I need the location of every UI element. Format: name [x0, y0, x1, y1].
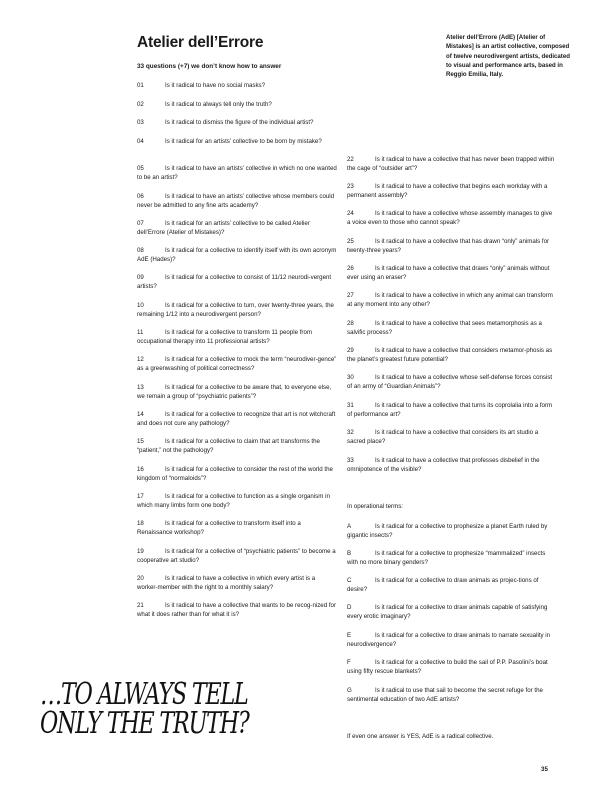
page-subtitle: 33 questions (+7) we don’t know how to answer — [137, 63, 282, 70]
question-item — [137, 437, 337, 455]
question-number: 23 — [347, 183, 354, 190]
question-text: Is it radical to have a collective that professes disbelief in the omnipotence of the visible? — [347, 457, 540, 474]
question-text: Is it radical to have a collective that has never been trapped within the cage of “outsider art”? — [347, 156, 555, 173]
question-letter: D — [347, 604, 352, 611]
question-text: Is it radical to have a collective in which any animal can transform at any moment into any other? — [347, 292, 553, 309]
question-text: Is it radical to have no social masks? — [165, 82, 266, 89]
question-item — [347, 401, 557, 419]
question-text: Is it radical for a collective to identify itself with its own acronym AdE (Hades)? — [137, 247, 337, 264]
question-text: Is it radical to have a collective that considers its art studio a sacred place? — [347, 429, 539, 446]
question-text: Is it radical to have a collective that wants to be recog-nized for what it does rather than for what it is? — [137, 602, 337, 619]
question-number: 19 — [137, 548, 144, 555]
sidebar-description: Atelier dell’Errore (AdE) [Atelier of Mistakes] is an artist collective, composed of twelve neurodivergent artists, dedicated to visual and performance arts, based in Reggio Emilia, Italy. — [446, 34, 570, 79]
question-item — [137, 219, 337, 237]
question-item — [137, 81, 337, 90]
operational-intro: In operational terms: — [347, 503, 403, 510]
question-text: Is it radical for a collective to consist of 11/12 neurodi-vergent artists? — [137, 274, 332, 291]
closing-statement: If even one answer is YES, AdE is a radical collective. — [347, 733, 494, 740]
question-text: Is it radical to have a collective whose self-defense forces consist of an army of “Guardian Animals”? — [347, 374, 553, 391]
question-number: 08 — [137, 247, 144, 254]
question-number: 01 — [137, 82, 144, 89]
question-text: Is it radical to have a collective that turns its coprolalia into a form of performance art? — [347, 402, 553, 419]
question-text: Is it radical to have an artists’ collective in which no one wanted to be an artist? — [137, 165, 337, 182]
question-text: Is it radical for a collective to consider the rest of the world the kingdom of “normaloids”? — [137, 466, 333, 483]
question-text: Is it radical for a collective to claim that art transforms the “patient,” not the pathology? — [137, 438, 320, 455]
question-number: 27 — [347, 292, 354, 299]
question-number: 29 — [347, 347, 354, 354]
question-number: 10 — [137, 302, 144, 309]
question-text: Is it radical for a collective to prophesize a planet Earth ruled by gigantic insects? — [347, 523, 548, 540]
question-item — [347, 182, 557, 200]
question-text: Is it radical to have a collective that begins each workday with a permanent assembly? — [347, 183, 548, 200]
question-item — [137, 601, 337, 619]
question-number: 20 — [137, 575, 144, 582]
question-number: 30 — [347, 374, 354, 381]
question-text: Is it radical to have a collective in which every artist is a worker-member with the right to a monthly salary? — [137, 575, 316, 592]
question-text: Is it radical for a collective to draw animals as projec-tions of desire? — [347, 577, 539, 594]
question-text: Is it radical to have a collective that has drawn “only” animals for twenty-three years? — [347, 238, 550, 255]
operational-question — [347, 631, 557, 649]
question-text: Is it radical for a collective to draw animals capable of satisfying every erotic imaginary? — [347, 604, 548, 621]
question-number: 32 — [347, 429, 354, 436]
operational-question — [347, 549, 557, 567]
question-text: Is it radical to always tell only the truth? — [165, 101, 272, 108]
question-number: 25 — [347, 238, 354, 245]
question-number: 07 — [137, 220, 144, 227]
question-number: 03 — [137, 119, 144, 126]
question-number: 02 — [137, 101, 144, 108]
question-text: Is it radical for a collective to function as a single organism in which many limbs form one body? — [137, 493, 330, 510]
question-item — [137, 492, 337, 510]
question-item — [137, 465, 337, 483]
question-text: Is it radical for a collective to build the sail of P.P. Pasolini’s boat using fifty rescue blankets? — [347, 659, 548, 676]
operational-question — [347, 576, 557, 594]
page-number: 35 — [541, 766, 548, 773]
question-item — [137, 574, 337, 592]
question-item — [347, 291, 557, 309]
question-item — [347, 346, 557, 364]
question-number: 22 — [347, 156, 354, 163]
question-number: 28 — [347, 320, 354, 327]
question-text: Is it radical for an artists’ collective to be called Atelier dell’Errore (Atelier of Mistakes)? — [137, 220, 310, 237]
question-text: Is it radical to have a collective that considers metamor-phosis as the planet’s greatest future potential? — [347, 347, 553, 364]
operational-question — [347, 603, 557, 621]
question-item — [347, 319, 557, 337]
question-letter: A — [347, 523, 352, 530]
question-item — [137, 192, 337, 210]
question-text: Is it radical to have a collective whose assembly manages to give a voice even to those who cannot speak? — [347, 210, 553, 227]
question-item — [347, 428, 557, 446]
question-text: Is it radical for a collective to prophesize “mammalized” insects with no more binary genders? — [347, 550, 546, 567]
question-letter: G — [347, 687, 352, 694]
question-text: Is it radical for a collective to draw animals to narrate sexuality in neurodivergence? — [347, 632, 551, 649]
question-item — [347, 264, 557, 282]
question-item — [137, 301, 337, 319]
question-item — [137, 410, 337, 428]
question-number: 21 — [137, 602, 144, 609]
question-letter: C — [347, 577, 352, 584]
question-text: Is it radical for a collective to transform 11 people from occupational therapy into 11 professional artists? — [137, 329, 312, 346]
question-letter: E — [347, 632, 352, 639]
question-number: 16 — [137, 466, 144, 473]
question-item — [137, 383, 337, 401]
question-text: Is it radical for a collective to mock the term “neurodiver-gence” as a greenwashing of political correctness? — [137, 356, 337, 373]
pull-quote: …TO ALWAYS TELL ONLY THE TRUTH? — [40, 677, 249, 741]
question-item — [137, 519, 337, 537]
question-number: 31 — [347, 402, 354, 409]
question-text: Is it radical for a collective to transform itself into a Renaissance workshop? — [137, 520, 301, 537]
question-text: Is it radical to dismiss the figure of the individual artist? — [165, 119, 314, 126]
question-number: 24 — [347, 210, 354, 217]
question-text: Is it radical for a collective to turn, over twenty-three years, the remaining 1/12 into a neurodivergent person? — [137, 302, 334, 319]
question-item — [137, 328, 337, 346]
question-item — [137, 164, 337, 182]
question-text: Is it radical to have a collective that sees metamorphosis as a salvific process? — [347, 320, 542, 337]
question-item — [347, 209, 557, 227]
operational-question — [347, 686, 557, 704]
question-text: Is it radical for a collective of “psychiatric patients” to become a cooperative art studio? — [137, 548, 336, 565]
question-text: Is it radical to use that sail to become the secret refuge for the sentimental education of two AdE artists? — [347, 687, 543, 704]
question-item — [137, 355, 337, 373]
page-title: Atelier dell’Errore — [137, 34, 264, 51]
question-item — [347, 456, 557, 474]
question-number: 04 — [137, 138, 144, 145]
question-number: 09 — [137, 274, 144, 281]
question-item — [137, 100, 337, 109]
question-text: Is it radical for an artists’ collective to be born by mistake? — [165, 138, 322, 145]
question-item — [137, 118, 337, 127]
question-number: 15 — [137, 438, 144, 445]
question-number: 11 — [137, 329, 144, 336]
question-number: 33 — [347, 457, 354, 464]
question-number: 12 — [137, 356, 144, 363]
question-item — [137, 137, 337, 146]
question-number: 18 — [137, 520, 144, 527]
question-text: Is it radical to have a collective that draws “only” animals without ever using an eraser? — [347, 265, 550, 282]
question-text: Is it radical to have an artists’ collective whose members could never be admitted to any fine arts academy? — [137, 193, 335, 210]
operational-question — [347, 522, 557, 540]
question-number: 17 — [137, 493, 144, 500]
question-item — [137, 547, 337, 565]
question-item — [347, 373, 557, 391]
question-letter: F — [347, 659, 351, 666]
question-number: 26 — [347, 265, 354, 272]
question-item — [137, 246, 337, 264]
question-item — [347, 237, 557, 255]
question-text: Is it radical for a collective to be aware that, to everyone else, we remain a group of “psychiatric patients”? — [137, 384, 332, 401]
question-letter: B — [347, 550, 352, 557]
question-item — [137, 273, 337, 291]
question-item — [347, 155, 557, 173]
question-number: 05 — [137, 165, 144, 172]
question-number: 06 — [137, 193, 144, 200]
question-number: 14 — [137, 411, 144, 418]
question-number: 13 — [137, 384, 144, 391]
operational-question — [347, 658, 557, 676]
question-text: Is it radical for a collective to recognize that art is not witchcraft and does not cure any pathology? — [137, 411, 336, 428]
